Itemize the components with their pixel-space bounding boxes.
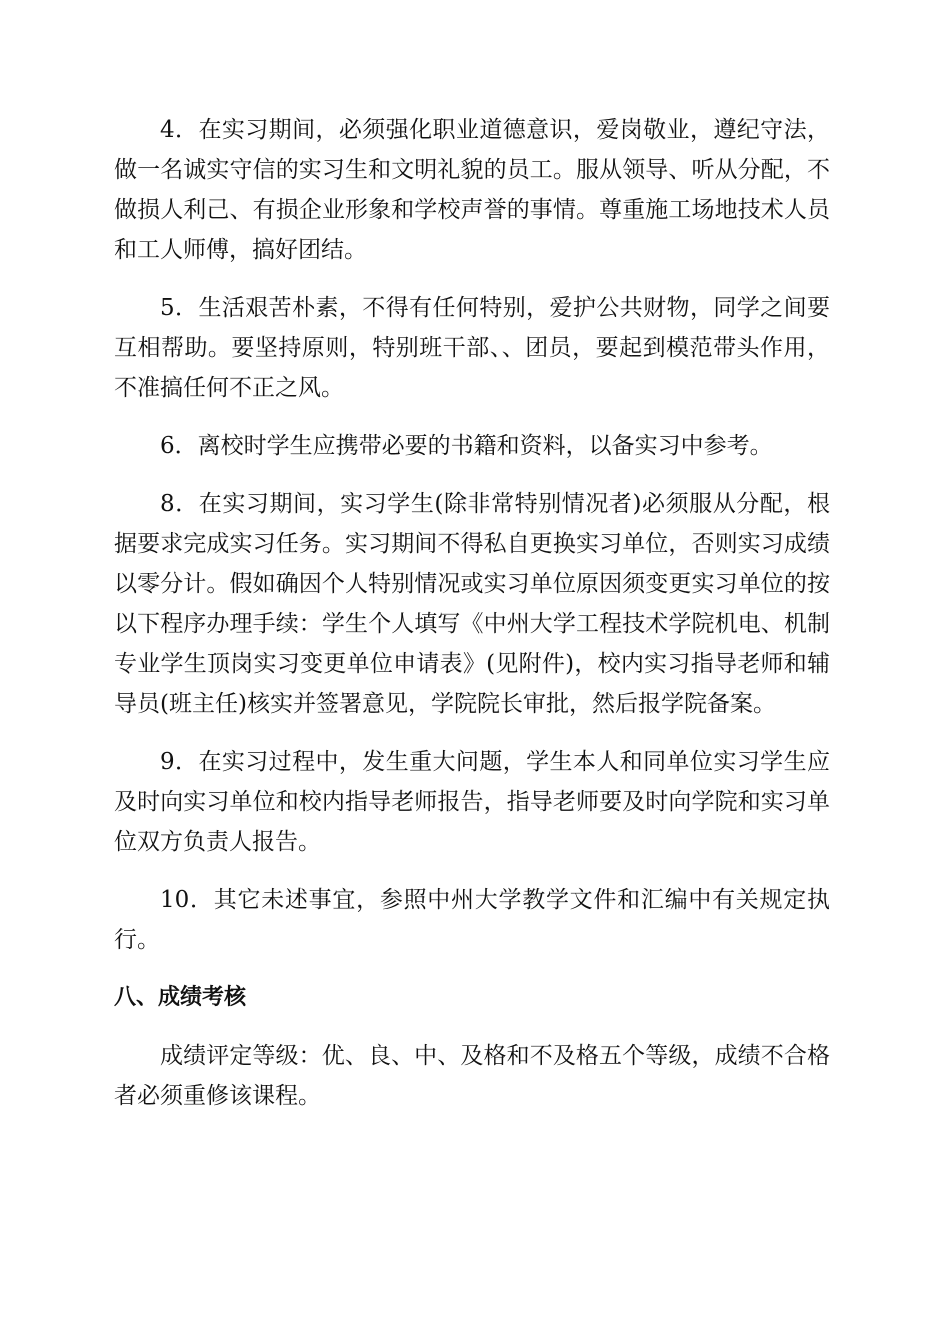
grading-paragraph: 成绩评定等级：优、良、中、及格和不及格五个等级，成绩不合格者必须重修该课程。 <box>114 1043 830 1109</box>
paragraph-item-4: 4．在实习期间，必须强化职业道德意识，爱岗敬业，遵纪守法，做一名诚实守信的实习生和文明礼貌的员工。服从领导、听从分配，不做损人利己、有损企业形象和学校声誉的事情。尊重施工场地技术人员和工人师傅，搞好团结。 <box>114 117 830 263</box>
paragraph-item-9: 9．在实习过程中，发生重大问题，学生本人和同单位实习学生应及时向实习单位和校内指导老师报告，指导老师要及时向学院和实习单位双方负责人报告。 <box>114 749 830 855</box>
section-heading-grading: 八、成绩考核 <box>114 985 247 1010</box>
paragraph-item-6: 6．离校时学生应携带必要的书籍和资料，以备实习中参考。 <box>160 433 773 459</box>
paragraph-item-8: 8．在实习期间，实习学生(除非常特别情况者)必须服从分配，根据要求完成实习任务。实习期间不得私自更换实习单位，否则实习成绩以零分计。假如确因个人特别情况或实习单位原因须变更实习单位的按以下程序办理手续：学生个人填写《中州大学工程技术学院机电、机制专业学生顶岗实习变更单位申请表》(见附件)，校内实习指导老师和辅导员(班主任)核实并签署意见，学院院长审批，然后报学院备案。 <box>114 491 830 717</box>
document-page <box>114 110 830 1134</box>
paragraph-item-5: 5．生活艰苦朴素，不得有任何特别，爱护公共财物，同学之间要互相帮助。要坚持原则，特别班干部、、团员，要起到模范带头作用，不准搞任何不正之风。 <box>114 295 830 401</box>
paragraph-item-10: 10．其它未述事宜，参照中州大学教学文件和汇编中有关规定执行。 <box>114 887 830 953</box>
